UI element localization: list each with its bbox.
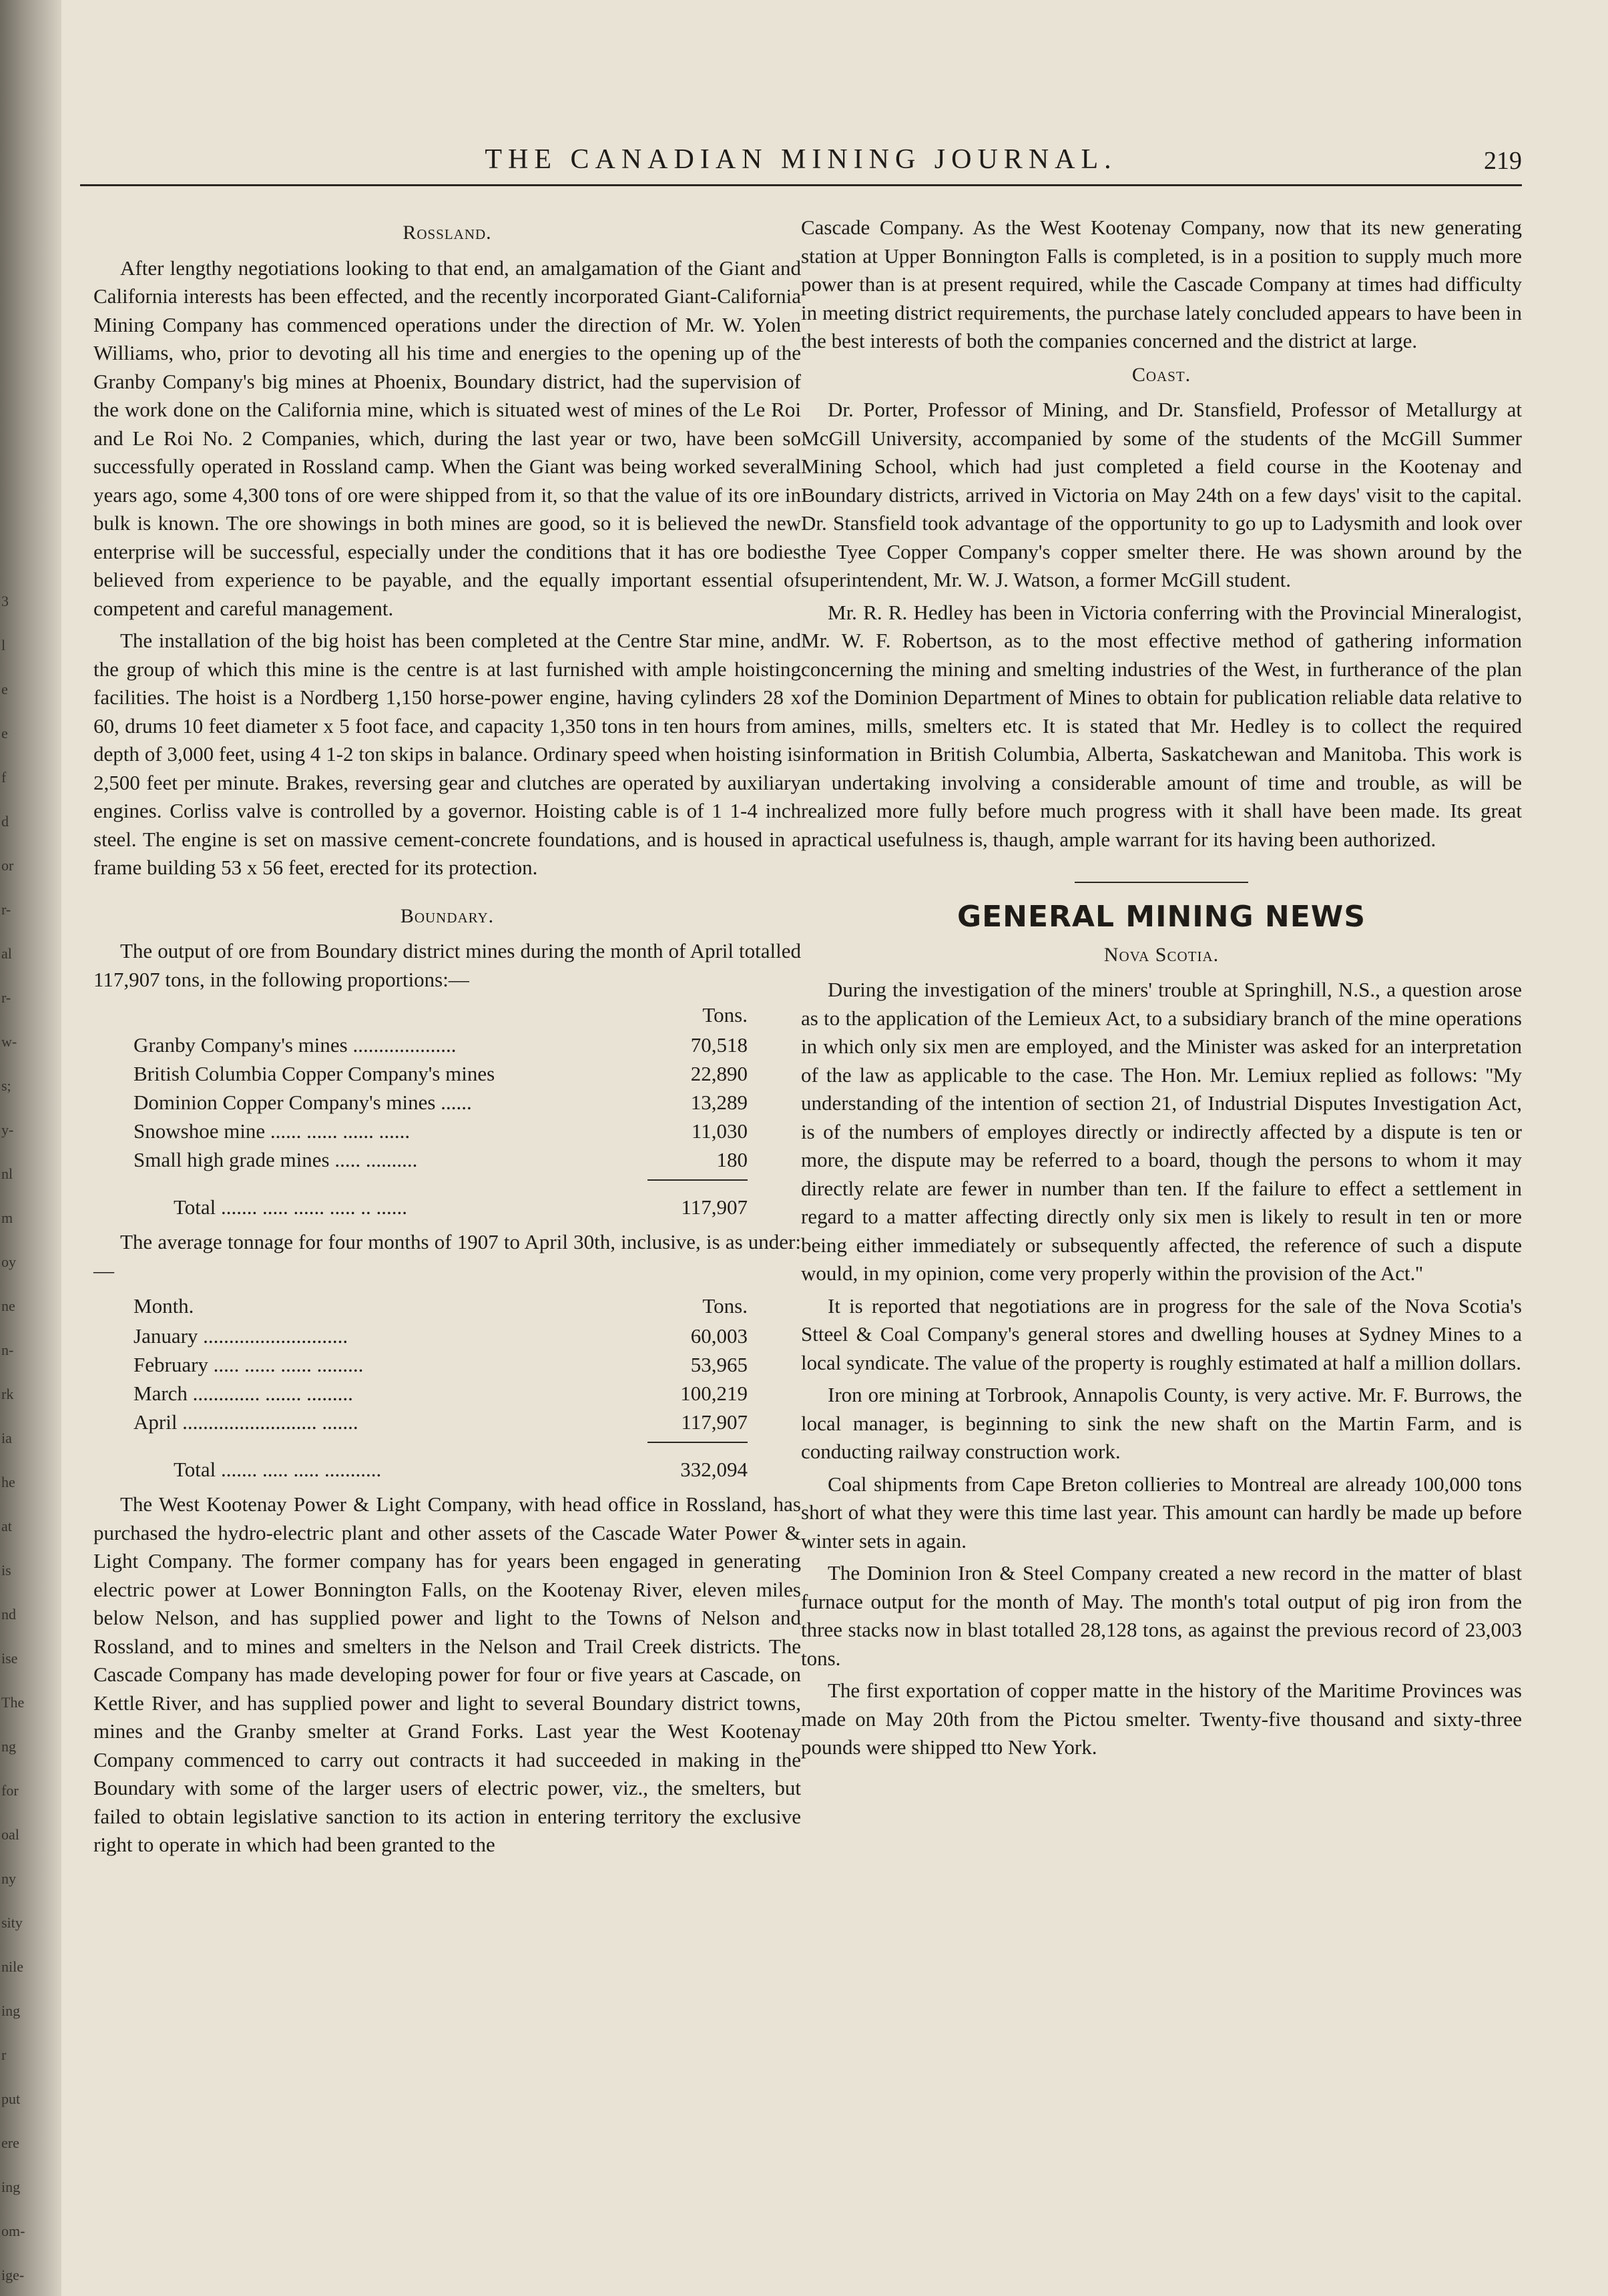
gutter-fragment: om- xyxy=(1,2223,25,2239)
gutter-fragment: ing xyxy=(1,2179,21,2195)
gutter-fragment: n- xyxy=(1,1342,14,1358)
gutter-fragment: s; xyxy=(1,1077,11,1094)
gutter-fragment: for xyxy=(1,1782,19,1799)
page-header xyxy=(80,144,1522,184)
gutter-fragment: or xyxy=(1,857,14,874)
monthly-table xyxy=(133,1292,748,1484)
journal-title: THE CANADIAN MINING JOURNAL. xyxy=(485,144,1117,175)
gutter-fragment: ige- xyxy=(1,2267,25,2283)
gutter-fragment: r- xyxy=(1,901,11,918)
gutter-fragment: e xyxy=(1,725,8,742)
binding-gutter xyxy=(0,0,61,2296)
paragraph: After lengthy negotiations looking to that end, an amalgamation of the Giant and California interests has been effected, and the recently incorporated Giant-California Mining Company has commenced operations under the direction of Mr. W. Yolen Williams, who, prior to devoting all his time and energies to the opening up of the Granby Company's big mines at Phoenix, Boundary district, had the supervision of the work done on the California mine, which is situated west of mines of the Le Roi and Le Roi No. 2 Companies, which, during the last year or two, have been so successfully operated in Rossland camp. When the Giant was being worked several years ago, some 4,300 tons of ore were shipped from it, so that the value of its ore in bulk is known. The ore showings in both mines are good, so it is believed the new enterprise will be successful, especially under the conditions that it has ore bodies believed from experience to be payable, and the equally important essential of competent and careful management. xyxy=(93,256,801,620)
gutter-fragment: rk xyxy=(1,1386,14,1402)
table-row: Small high grade mines ..... .......... 180 xyxy=(133,1148,748,1171)
page-number: 219 xyxy=(1484,147,1522,175)
column-header: Month. xyxy=(133,1294,194,1318)
section-heading-boundary: Boundary. xyxy=(400,904,495,927)
table-row: March ............. ....... ......... 100,219 xyxy=(133,1382,748,1405)
section-heading-rossland: Rossland. xyxy=(403,222,492,244)
table-row: Granby Company's mines .................... 70,518 xyxy=(133,1033,748,1057)
gutter-fragment: ere xyxy=(1,2134,19,2151)
paragraph: During the investigation of the miners' trouble at Springhill, N.S., a question arose as to the application of the Lemieux Act, to a subsidiary branch of the mine operations in which only six men are employed, and the Minister was asked for an interpretation of the law as applicable to the case. The Hon. Mr. Lemiux replied as follows: ''My understanding of the intention of section 21, of Industrial Disputes Investigation Act, is of the numbers of employes directly or indirectly affected by a dispute is ten or more, the dispute may be referred to a board, though the persons to whom it may directly relate are fewer in number than ten. If the failure to effect a settlement in regard to a matter affecting directly only six men is likely to result in ten or more being either immediately or subsequently affected, the reference of such a dispute would, in my opinion, come very properly within the provision of the Act.'' xyxy=(801,978,1522,1285)
gutter-fragment: he xyxy=(1,1474,15,1490)
table-row: Dominion Copper Company's mines ...... 13,289 xyxy=(133,1091,748,1114)
gutter-fragment: put xyxy=(1,2090,21,2107)
paragraph: The installation of the big hoist has been completed at the Centre Star mine, and the group of which this mine is the centre is at last furnished with ample hoisting facilities. The hoist is a Nordberg 1,150 horse-power engine, having cylinders 28 x 60, drums 10 feet diameter x 5 foot face, and capacity 1,350 tons in ten hours from a depth of 3,000 feet, using 4 1-2 ton skips in balance. Ordinary speed when hoisting is 2,500 feet per minute. Brakes, reversing gear and clutches are operated by auxiliary engines. Corliss valve is controlled by a governor. Hoisting cable is of 1 1-4 inch steel. The engine is set on massive cement-concrete foundations, and is housed in a frame building 53 x 56 feet, erected for its protection. xyxy=(93,629,801,879)
header-rule xyxy=(80,184,1522,186)
gutter-fragment: ia xyxy=(1,1430,12,1446)
paragraph: The first exportation of copper matte in the history of the Maritime Provinces was made on May 20th from the Pictou smelter. Twenty-five thousand and sixty-three pounds were shipped tto New York. xyxy=(801,1679,1522,1759)
paragraph: The Dominion Iron & Steel Company created a new record in the matter of blast furnace output for the month of May. The month's total output of pig iron from the three stacks now in blast totalled 28,128 tons, as against the previous record of 23,003 tons. xyxy=(801,1561,1522,1670)
gutter-fragment: w- xyxy=(1,1033,17,1050)
column-header: Tons. xyxy=(702,1003,748,1027)
paragraph: Cascade Company. As the West Kootenay Company, now that its new generating station at Upper Bonnington Falls is completed, is in a position to supply much more power than is at present required, while the Cascade Company at times had difficulty in meeting district requirements, the purchase lately concluded appears to have been in the best interests of both the companies concerned and the district at large. xyxy=(801,216,1522,352)
gutter-fragment: m xyxy=(1,1209,13,1226)
sum-rule xyxy=(647,1436,748,1442)
gutter-fragment: ise xyxy=(1,1650,18,1667)
section-divider xyxy=(1075,882,1248,883)
gutter-fragment: ing xyxy=(1,2002,21,2019)
left-column xyxy=(93,214,801,1863)
column-header: Tons. xyxy=(702,1294,748,1318)
gutter-fragment: d xyxy=(1,813,9,830)
paragraph: The West Kootenay Power & Light Company, with head office in Rossland, has purchased the hydro-electric plant and other assets of the Cascade Water Power & Light Company. The former company has for years been engaged in generating electric power at Lower Bonnington Falls, on the Kootenay River, eleven miles below Nelson, and has supplied power and light to the Towns of Nelson and Rossland, and to mines and smelters in the Nelson and Trail Creek districts. The Cascade Company has made developing power for four or five years at Cascade, on Kettle River, and has supplied power and light to several Boundary district towns, mines and the Granby smelter at Grand Forks. Last year the West Kootenay Company commenced to carry out contracts it had succeeded in making in the Boundary with some of the larger users of electric power, viz., the smelters, but failed to obtain legislative sanction to its action in entering territory the exclusive right to operate in which had been granted to the xyxy=(93,1492,801,1856)
gutter-fragment: r- xyxy=(1,989,11,1006)
gutter-fragment: ne xyxy=(1,1298,15,1314)
gutter-fragment: ng xyxy=(1,1738,16,1755)
gutter-fragment: 3 xyxy=(1,593,9,609)
gutter-fragment: nd xyxy=(1,1606,16,1623)
gutter-fragment: ny xyxy=(1,1870,16,1887)
table-row: British Columbia Copper Company's mines 22,890 xyxy=(133,1062,748,1085)
gutter-fragment: nl xyxy=(1,1165,13,1182)
table-row: February ..... ...... ...... ......... 53,965 xyxy=(133,1353,748,1376)
gutter-fragment: l xyxy=(1,637,6,653)
table-row: April .......................... ....... 117,907 xyxy=(133,1410,748,1434)
gutter-fragment: al xyxy=(1,945,12,962)
section-heading-nova-scotia: Nova Scotia. xyxy=(1103,943,1220,966)
gutter-fragment: The xyxy=(1,1694,25,1711)
paragraph: Coal shipments from Cape Breton collieries to Montreal are already 100,000 tons short of what they were this time last year. This amount can hardly be made up before winter sets in again. xyxy=(801,1472,1522,1552)
gutter-fragment: nile xyxy=(1,1958,23,1975)
gutter-fragment: sity xyxy=(1,1914,23,1931)
table-row: January ............................ 60,003 xyxy=(133,1324,748,1348)
paragraph: Iron ore mining at Torbrook, Annapolis County, is very active. Mr. F. Burrows, the local manager, is beginning to sink the new shaft on the Martin Farm, and is conducting railway construction work. xyxy=(801,1383,1522,1463)
table-total-row: Total ....... ..... ...... ..... .. ...... 117,907 xyxy=(174,1195,748,1219)
paragraph: Dr. Porter, Professor of Mining, and Dr. Stansfield, Professor of Metallurgy at McGill University, accompanied by some of the students of the McGill Summer Mining School, which had just completed a field course in the Kootenay and Boundary districts, arrived in Victoria on May 24th on a few days' visit to the capital. Dr. Stansfield took advantage of the opportunity to go up to Ladysmith and look over the Tyee Copper Company's copper smelter there. He was shown around by the superintendent, Mr. W. J. Watson, a former McGill student. xyxy=(801,398,1522,591)
paragraph: Mr. R. R. Hedley has been in Victoria conferring with the Provincial Mineralogist, Mr. W. F. Robertson, as to the most effective method of gathering information concerning the mining and smelting industries of the West, in furtherance of the plan of the Dominion Department of Mines to obtain for publication reliable data relative to mines, mills, smelters etc. It is stated that Mr. Hedley is to collect the required information in British Columbia, Alberta, Saskatchewan and Manitoba. This work is an undertaking involving a considerable amount of time and trouble, as will be realized more fully before much progress with it shall have been made. Its great practical usefulness is, thaugh, ample warrant for its having been authorized. xyxy=(801,600,1522,851)
right-column xyxy=(801,214,1522,1766)
paragraph: The average tonnage for four months of 1907 to April 30th, inclusive, is as under:— xyxy=(93,1230,801,1282)
output-table xyxy=(133,1000,748,1221)
paragraph: The output of ore from Boundary district mines during the month of April totalled 117,907 tons, in the following proportions:— xyxy=(93,939,801,991)
gutter-fragment: at xyxy=(1,1518,12,1534)
table-row: Snowshoe mine ...... ...... ...... ...... 11,030 xyxy=(133,1119,748,1143)
gutter-fragment: oal xyxy=(1,1826,19,1843)
gutter-fragment: r xyxy=(1,2046,7,2063)
gutter-fragment: y- xyxy=(1,1121,14,1138)
paragraph: It is reported that negotiations are in progress for the sale of the Nova Scotia's Stteel & Coal Company's general stores and dwelling houses at Sydney Mines to a local syndicate. The value of the property is roughly estimated at half a million dollars. xyxy=(801,1294,1522,1374)
gutter-fragment: f xyxy=(1,769,7,786)
gutter-fragment: e xyxy=(1,681,8,697)
sum-rule xyxy=(647,1174,748,1180)
gutter-fragment: oy xyxy=(1,1253,16,1270)
table-total-row: Total ....... ..... ..... ........... 332,094 xyxy=(174,1457,748,1481)
headline-general-mining-news: GENERAL MINING NEWS xyxy=(957,900,1366,934)
gutter-fragment: is xyxy=(1,1562,11,1579)
section-heading-coast: Coast. xyxy=(1131,363,1191,386)
